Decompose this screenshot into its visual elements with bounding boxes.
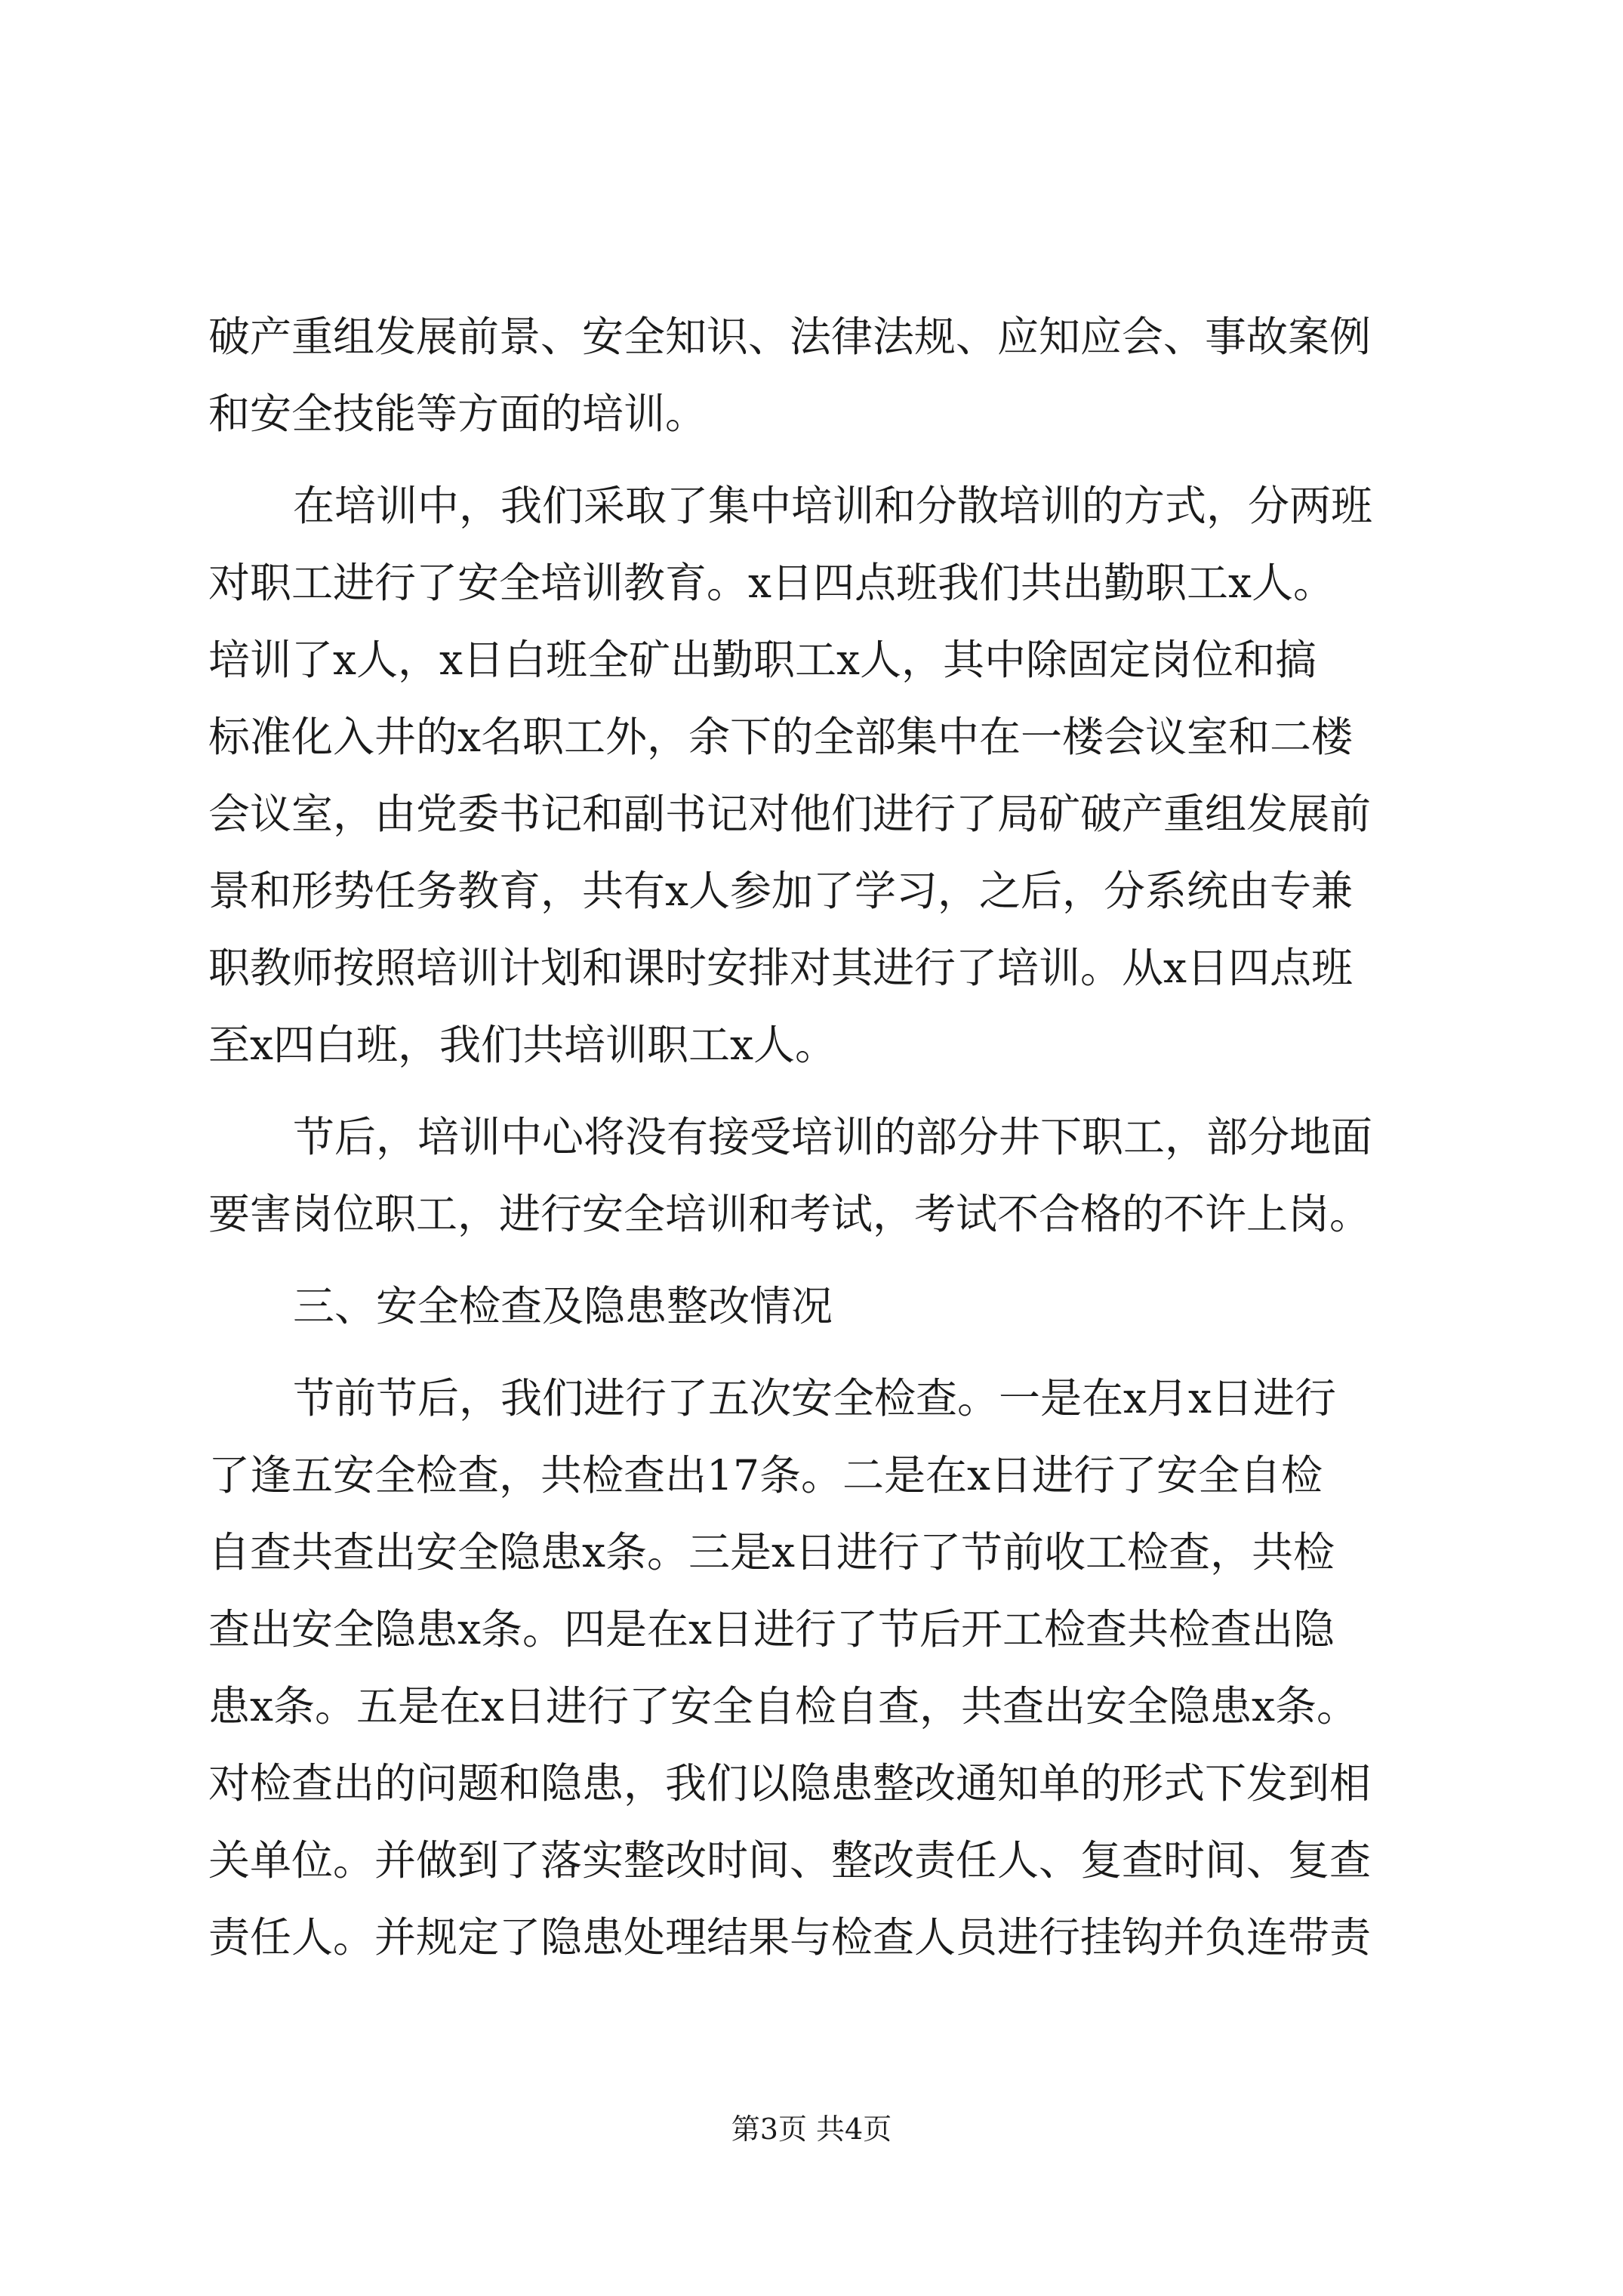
text-line: 了逢五安全检查，共检查出17条。二是在x日进行了安全自检 <box>208 1451 1323 1499</box>
text-line: 和安全技能等方面的培训。 <box>208 390 707 438</box>
text-line: 景和形势任务教育，共有x人参加了学习，之后，分系统由专兼 <box>208 867 1354 915</box>
text-line: 关单位。并做到了落实整改时间、整改责任人、复查时间、复查 <box>208 1836 1372 1885</box>
text-line: 责任人。并规定了隐患处理结果与检查人员进行挂钩并负连带责 <box>208 1913 1372 1962</box>
text-line: 对职工进行了安全培训教育。x日四点班我们共出勤职工x人。 <box>208 559 1335 607</box>
text-line: 自查共查出安全隐患x条。三是x日进行了节前收工检查，共检 <box>208 1528 1335 1576</box>
text-line: 至x四白班，我们共培训职工x人。 <box>208 1021 837 1069</box>
text-line: 会议室，由党委书记和副书记对他们进行了局矿破产重组发展前 <box>208 790 1372 838</box>
page-number-footer: 第3页 共4页 <box>731 2113 892 2146</box>
paragraph-first-line: 节前节后，我们进行了五次安全检查。一是在x月x日进行 <box>293 1374 1337 1422</box>
paragraph-first-line: 节后，培训中心将没有接受培训的部分井下职工，部分地面 <box>293 1113 1373 1161</box>
text-line: 职教师按照培训计划和课时安排对其进行了培训。从x日四点班 <box>208 944 1354 992</box>
text-line: 破产重组发展前景、安全知识、法律法规、应知应会、事故案例 <box>208 313 1372 361</box>
text-line: 培训了x人，x日白班全矿出勤职工x人，其中除固定岗位和搞 <box>208 636 1317 684</box>
text-line: 对检查出的问题和隐患，我们以隐患整改通知单的形式下发到相 <box>208 1759 1372 1808</box>
section-heading: 三、安全检查及隐患整改情况 <box>293 1282 833 1330</box>
text-line: 要害岗位职工，进行安全培训和考试，考试不合格的不许上岗。 <box>208 1190 1372 1238</box>
text-line: 标准化入井的x名职工外，余下的全部集中在一楼会议室和二楼 <box>208 713 1354 761</box>
text-line: 查出安全隐患x条。四是在x日进行了节后开工检查共检查出隐 <box>208 1605 1335 1653</box>
text-line: 患x条。五是在x日进行了安全自检自查，共查出安全隐患x条。 <box>208 1682 1359 1730</box>
paragraph-first-line: 在培训中，我们采取了集中培训和分散培训的方式，分两班 <box>293 482 1373 530</box>
